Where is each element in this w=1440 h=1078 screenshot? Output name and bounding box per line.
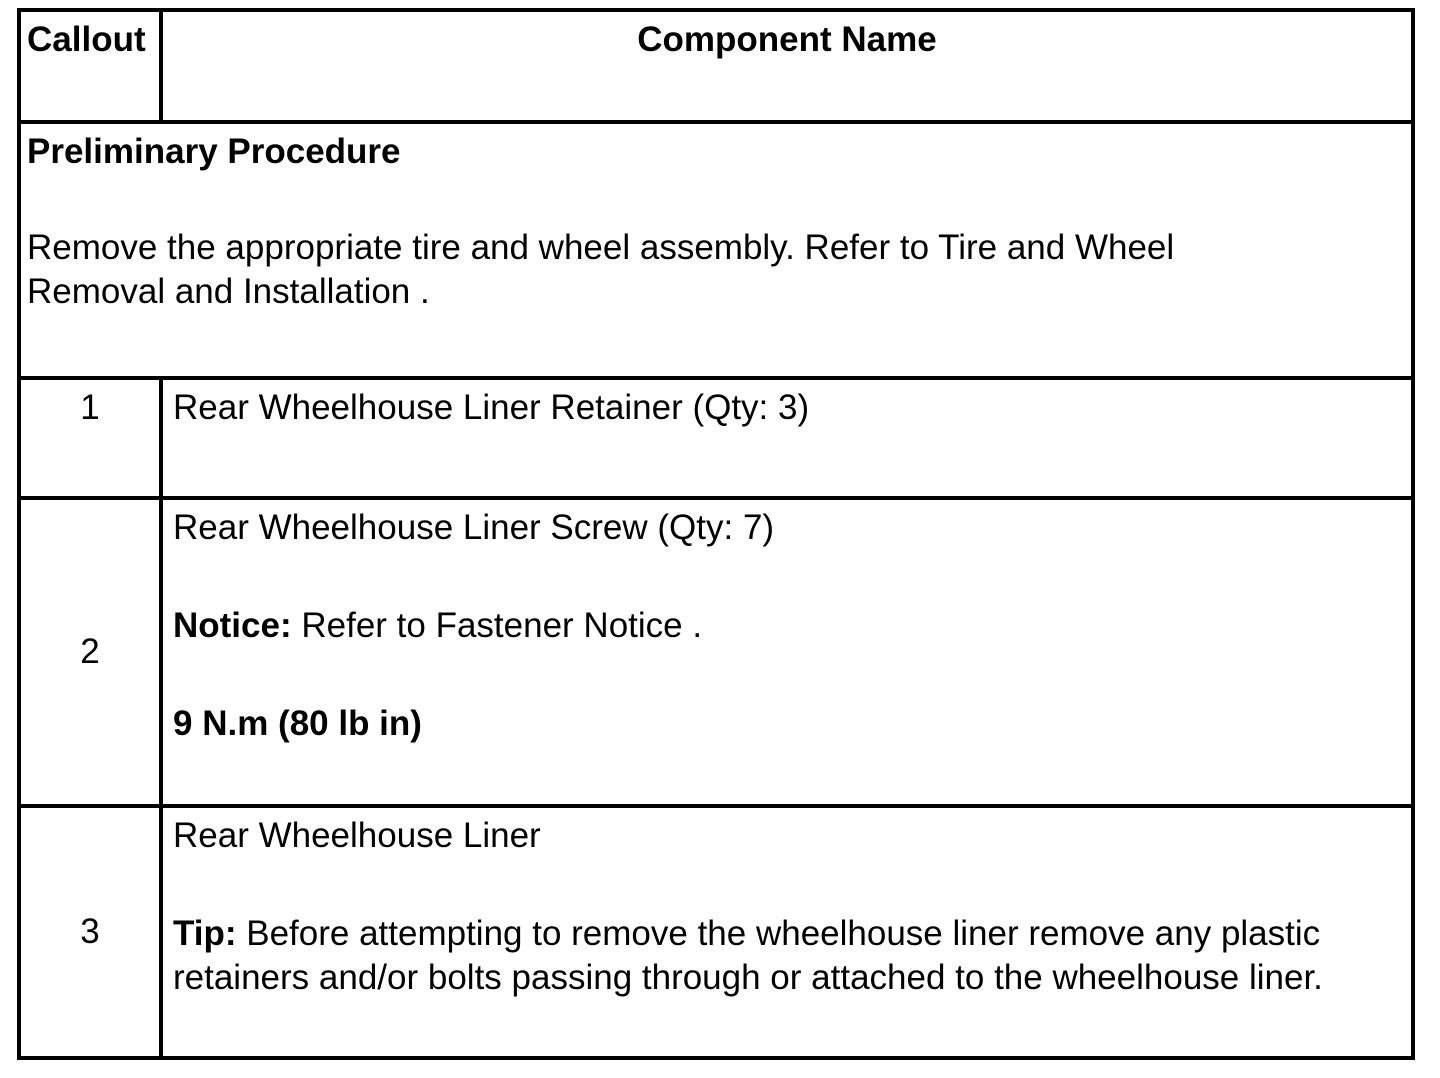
header-callout: Callout [19, 10, 161, 122]
header-component-name: Component Name [161, 10, 1413, 122]
callout-number: 1 [19, 378, 161, 498]
tip-label: Tip: [173, 914, 237, 953]
tip-line [173, 912, 1403, 1000]
component-description [161, 806, 1413, 1058]
notice-text: Refer to Fastener Notice . [291, 606, 703, 645]
table-row [19, 498, 1413, 806]
table-row [19, 806, 1413, 1058]
component-description [161, 498, 1413, 806]
callout-number: 3 [19, 806, 161, 1058]
table-header-row [19, 10, 1413, 122]
preliminary-procedure-title: Preliminary Procedure [27, 132, 401, 171]
tip-text: Before attempting to remove the wheelhouse liner remove any plastic retainers and/or bolts passing through or attached to the wheelhouse liner. [173, 914, 1323, 997]
component-table [17, 8, 1415, 1060]
notice-label: Notice: [173, 606, 292, 645]
component-name: Rear Wheelhouse Liner Retainer (Qty: 3) [173, 388, 810, 427]
notice-line [173, 604, 1403, 648]
preliminary-procedure-cell [19, 122, 1413, 378]
component-description [161, 378, 1413, 498]
callout-number: 2 [19, 498, 161, 806]
preliminary-procedure-row [19, 122, 1413, 378]
component-name: Rear Wheelhouse Liner [173, 816, 541, 855]
table-row [19, 378, 1413, 498]
component-name: Rear Wheelhouse Liner Screw (Qty: 7) [173, 508, 775, 547]
torque-spec: 9 N.m (80 lb in) [173, 704, 422, 743]
preliminary-procedure-text: Remove the appropriate tire and wheel assembly. Refer to Tire and Wheel Removal and Installation . [27, 228, 1175, 311]
